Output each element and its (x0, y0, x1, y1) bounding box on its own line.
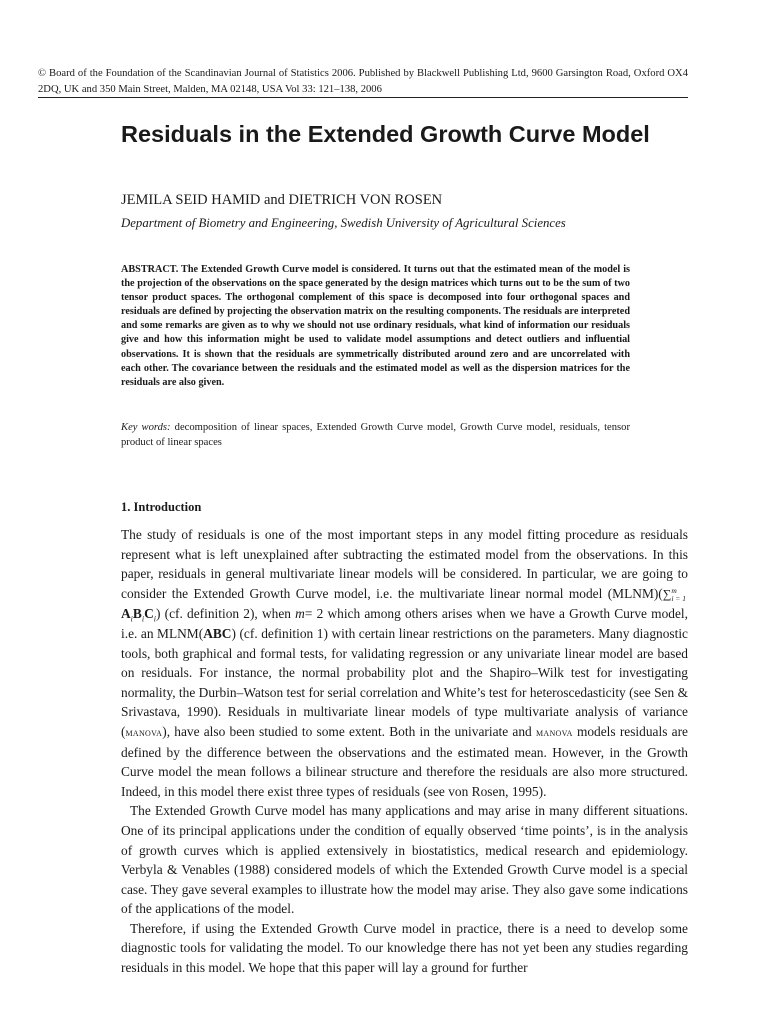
paper-title: Residuals in the Extended Growth Curve Model (121, 121, 650, 147)
keywords (121, 421, 630, 450)
keywords-list: decomposition of linear spaces, Extended Growth Curve model, Growth Curve model, residuals, tensor product of linear spaces (121, 422, 630, 448)
affiliation: Department of Biometry and Engineering, Swedish University of Agricultural Sciences (121, 216, 566, 230)
paragraph-2: The Extended Growth Curve model has many applications and may arise in many different situations. One of its principal applications under the condition of equally observed ‘time points’, is in the analysis of growth curves which is applied extensively in biostatistics, medical research and epidemiology. Verbyla & Venables (1988) considered models of which the Extended Growth Curve model is a special case. They gave several examples to illustrate how the model may arise. They also gave some indications of the applications of the model. (121, 803, 688, 917)
keywords-label: Key words: (121, 422, 171, 433)
header-divider (38, 97, 688, 98)
section-heading: 1. Introduction (121, 500, 202, 514)
authors (121, 191, 442, 209)
author-join: and (263, 192, 285, 208)
abstract: ABSTRACT. The Extended Growth Curve model is considered. It turns out that the estimated mean of the model is the projection of the observations on the space generated by the design matrices which turns out to be the sum of two tensor product spaces. The orthogonal complement of this space is decomposed into four orthogonal spaces and residuals are defined by projecting the observation matrix on the resulting components. The residuals are interpreted and some remarks are given as to why we should not use ordinary residuals, what kind of information our residuals give and how this information might be used to validate model assumptions and detect outliers and influential observations. It is shown that the residuals are symmetrically distributed around zero and are uncorrelated with each other. The covariance between the residuals and the estimated model as well as the dispersion matrices for the residuals are also given. (121, 264, 630, 388)
sum-symbol: ∑ (662, 586, 672, 601)
paragraph-3: Therefore, if using the Extended Growth Curve model in practice, there is a need to develop some diagnostic tools for validating the model. To our knowledge there has not yet been any studies regarding residuals in this model. We hope that this paper will lay a ground for further (121, 920, 688, 976)
author-1: JEMILA SEID HAMID (121, 192, 261, 208)
section-body (121, 525, 688, 978)
sum-limits: m i = 1 (671, 585, 686, 603)
paragraph-1: The study of residuals is one of the most important steps in any model fitting procedure as residuals represent what is left unexplained after subtracting the estimated model from the observations. In this paper, residuals in general multivariate linear models will be considered. In particular, we are going to consider the Extended Growth Curve model, i.e. the multivariate linear normal model (MLNM)(∑ m i = 1 $A_iB_iC_i$) (cf. definition 2), when m= 2 which among others arises when we have a Growth Curve model, i.e. an MLNM(ABC) (cf. definition 1) with certain linear restrictions on the parameters. Many diagnostic tools, both graphical and formal tests, for validating regression or any univariate linear model are based on residuals. For instance, the normal probability plot and the Shapiro–Wilk test for investigating normality, the Durbin–Watson test for serial correlation and White’s test for heteroscedasticity (see Sen & Srivastava, 1990). Residuals in multivariate linear models of type multivariate analysis of variance (manova), have also been studied to some extent. Both in the univariate and manova models residuals are defined by the difference between the observations and the estimated mean. However, in the Growth Curve model the mean follows a bilinear structure and therefore the residuals are also more structured. Indeed, in this model there exist three types of residuals (see von Rosen, 1995). (121, 527, 688, 799)
journal-header: © Board of the Foundation of the Scandinavian Journal of Statistics 2006. Published by Blackwell Publishing Ltd, 9600 Garsington Road, Oxford OX4 2DQ, UK and 350 Main Street, Malden, MA 02148, USA Vol 33: 121–138, 2006 (38, 68, 688, 95)
author-2: DIETRICH VON ROSEN (288, 192, 443, 208)
